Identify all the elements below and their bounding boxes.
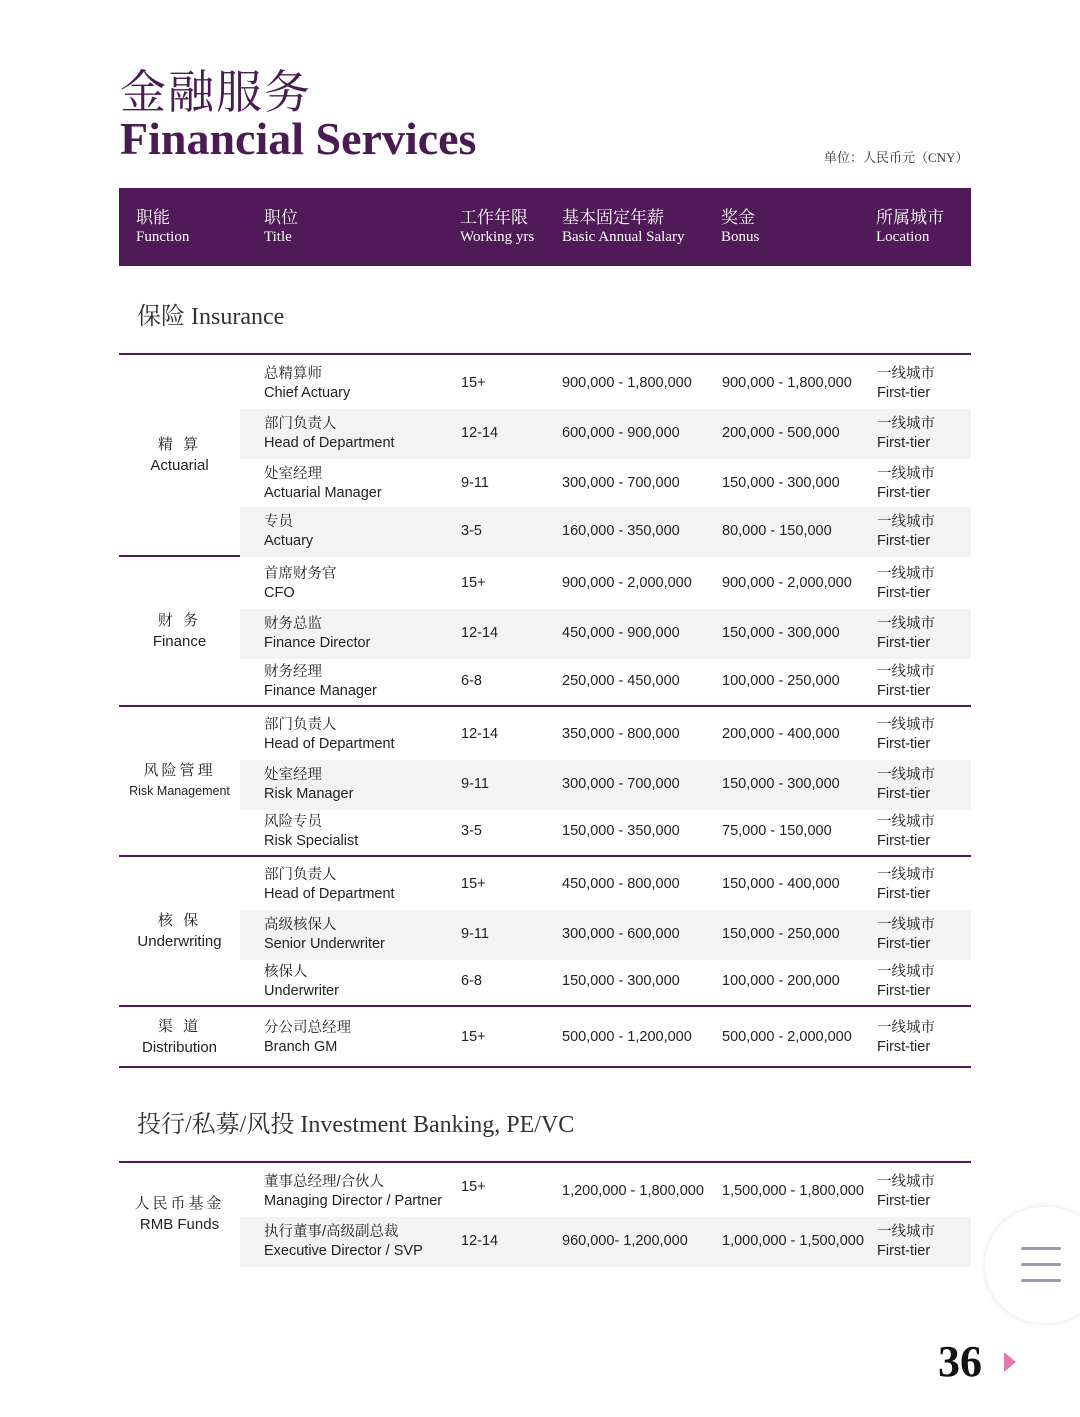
salary-cell: 250,000 - 450,000 — [562, 673, 680, 689]
group-finance — [119, 557, 971, 707]
salary-cell: 150,000 - 350,000 — [562, 823, 680, 839]
title-cell: 高级核保人 Senior Underwriter — [264, 917, 385, 952]
bonus-cell: 100,000 - 250,000 — [722, 673, 840, 689]
page-title-cn: 金融服务 — [120, 65, 312, 119]
table-row — [240, 1217, 971, 1267]
table-row — [240, 1167, 971, 1217]
table-row — [240, 860, 971, 910]
yrs-cell: 9-11 — [461, 926, 489, 942]
title-cell: 财务总监 Finance Director — [264, 616, 371, 651]
location-cell: 一线城市 First-tier — [877, 964, 935, 999]
yrs-cell: 6-8 — [461, 973, 482, 989]
yrs-cell: 15+ — [461, 1179, 486, 1195]
location-cell: 一线城市 First-tier — [877, 814, 935, 849]
table-row — [240, 507, 971, 557]
table-row — [240, 409, 971, 459]
location-cell: 一线城市 First-tier — [877, 767, 935, 802]
bonus-cell: 900,000 - 2,000,000 — [722, 575, 852, 591]
title-cell: 部门负责人 Head of Department — [264, 416, 395, 451]
table-row — [240, 1013, 971, 1063]
bonus-cell: 150,000 - 300,000 — [722, 475, 840, 491]
yrs-cell: 15+ — [461, 876, 486, 892]
ib-table — [119, 1161, 971, 1265]
bonus-cell: 500,000 - 2,000,000 — [722, 1029, 852, 1045]
bonus-cell: 150,000 - 300,000 — [722, 776, 840, 792]
table-row — [240, 559, 971, 609]
yrs-cell: 12-14 — [461, 425, 499, 441]
salary-cell: 960,000- 1,200,000 — [562, 1233, 688, 1249]
bonus-cell: 1,000,000 - 1,500,000 — [722, 1233, 864, 1249]
title-cell: 处室经理 Risk Manager — [264, 767, 354, 802]
function-label: 精 算 Actuarial — [150, 436, 209, 474]
header-title: 职位 Title — [264, 208, 298, 245]
salary-cell: 600,000 - 900,000 — [562, 425, 680, 441]
function-label: 风险管理 Risk Management — [129, 762, 230, 798]
menu-button[interactable] — [985, 1207, 1080, 1323]
bonus-cell: 900,000 - 1,800,000 — [722, 375, 852, 391]
table-row — [240, 657, 971, 707]
table-row — [240, 459, 971, 509]
group-rmb-funds — [119, 1161, 971, 1265]
currency-unit: 单位：人民币元（CNY） — [824, 150, 969, 165]
header-location: 所属城市 Location — [876, 208, 944, 245]
salary-cell: 300,000 - 700,000 — [562, 776, 680, 792]
table-row — [240, 609, 971, 659]
table-row — [240, 807, 971, 857]
location-cell: 一线城市 First-tier — [877, 1224, 935, 1259]
function-label: 财 务 Finance — [152, 612, 207, 650]
header-function: 职能 Function — [136, 208, 190, 245]
bonus-cell: 150,000 - 300,000 — [722, 625, 840, 641]
bonus-cell: 1,500,000 - 1,800,000 — [722, 1183, 864, 1199]
header-salary: 基本固定年薪 Basic Annual Salary — [562, 208, 685, 245]
salary-cell: 300,000 - 600,000 — [562, 926, 680, 942]
location-cell: 一线城市 First-tier — [877, 616, 935, 651]
bonus-cell: 75,000 - 150,000 — [722, 823, 832, 839]
title-cell: 首席财务官 CFO — [264, 566, 337, 601]
bonus-cell: 100,000 - 200,000 — [722, 973, 840, 989]
bonus-cell: 150,000 - 250,000 — [722, 926, 840, 942]
location-cell: 一线城市 First-tier — [877, 1174, 935, 1209]
bonus-cell: 200,000 - 400,000 — [722, 726, 840, 742]
bonus-cell: 80,000 - 150,000 — [722, 523, 832, 539]
bonus-cell: 150,000 - 400,000 — [722, 876, 840, 892]
yrs-cell: 9-11 — [461, 475, 489, 491]
bonus-cell: 200,000 - 500,000 — [722, 425, 840, 441]
location-cell: 一线城市 First-tier — [877, 416, 935, 451]
group-risk-management — [119, 707, 971, 857]
title-cell: 总精算师 Chief Actuary — [264, 366, 351, 401]
title-cell: 部门负责人 Head of Department — [264, 717, 395, 752]
yrs-cell: 12-14 — [461, 1233, 499, 1249]
yrs-cell: 12-14 — [461, 625, 499, 641]
location-cell: 一线城市 First-tier — [877, 917, 935, 952]
title-cell: 风险专员 Risk Specialist — [264, 814, 359, 849]
salary-cell: 900,000 - 2,000,000 — [562, 575, 692, 591]
salary-cell: 900,000 - 1,800,000 — [562, 375, 692, 391]
section-title-ib: 投行/私募/风投 Investment Banking, PE/VC — [137, 1112, 575, 1138]
yrs-cell: 15+ — [461, 375, 486, 391]
header-working-yrs: 工作年限 Working yrs — [460, 208, 535, 245]
yrs-cell: 12-14 — [461, 726, 499, 742]
title-cell: 专员 Actuary — [264, 514, 314, 549]
function-label: 核 保 Underwriting — [137, 912, 222, 950]
title-cell: 核保人 Underwriter — [264, 964, 339, 999]
function-label: 渠 道 Distribution — [141, 1017, 218, 1056]
location-cell: 一线城市 First-tier — [877, 466, 935, 501]
title-cell: 财务经理 Finance Manager — [264, 664, 377, 699]
table-header — [119, 188, 971, 266]
location-cell: 一线城市 First-tier — [877, 566, 935, 601]
salary-cell: 160,000 - 350,000 — [562, 523, 680, 539]
group-underwriting — [119, 857, 971, 1007]
yrs-cell: 6-8 — [461, 673, 482, 689]
title-cell: 董事总经理/合伙人 Managing Director / Partner — [264, 1174, 443, 1209]
table-row — [240, 710, 971, 760]
group-distribution — [119, 1007, 971, 1068]
page-title-en: Financial Services — [120, 113, 477, 164]
location-cell: 一线城市 First-tier — [877, 366, 935, 401]
title-cell: 分公司总经理 Branch GM — [264, 1020, 351, 1055]
salary-cell: 1,200,000 - 1,800,000 — [562, 1183, 704, 1199]
location-cell: 一线城市 First-tier — [877, 1020, 935, 1055]
location-cell: 一线城市 First-tier — [877, 867, 935, 902]
table-row — [240, 910, 971, 960]
yrs-cell: 15+ — [461, 1029, 486, 1045]
salary-cell: 450,000 - 900,000 — [562, 625, 680, 641]
salary-cell: 300,000 - 700,000 — [562, 475, 680, 491]
title-cell: 部门负责人 Head of Department — [264, 867, 395, 902]
location-cell: 一线城市 First-tier — [877, 717, 935, 752]
table-row — [240, 760, 971, 810]
function-label: 人民币基金 RMB Funds — [134, 1195, 225, 1233]
salary-cell: 450,000 - 800,000 — [562, 876, 680, 892]
yrs-cell: 9-11 — [461, 776, 489, 792]
table-row — [240, 957, 971, 1007]
yrs-cell: 3-5 — [461, 523, 482, 539]
title-cell: 执行董事/高级副总裁 Executive Director / SVP — [264, 1224, 423, 1259]
section-title-insurance: 保险 Insurance — [137, 304, 285, 330]
group-actuarial — [119, 353, 971, 557]
salary-cell: 150,000 - 300,000 — [562, 973, 680, 989]
table-row — [240, 359, 971, 409]
header-bonus: 奖金 Bonus — [721, 208, 760, 245]
next-page-arrow-icon[interactable] — [1004, 1352, 1016, 1372]
page-number: 36 — [938, 1337, 982, 1386]
insurance-table — [119, 353, 971, 1069]
yrs-cell: 15+ — [461, 575, 486, 591]
location-cell: 一线城市 First-tier — [877, 664, 935, 699]
salary-cell: 500,000 - 1,200,000 — [562, 1029, 692, 1045]
salary-cell: 350,000 - 800,000 — [562, 726, 680, 742]
location-cell: 一线城市 First-tier — [877, 514, 935, 549]
title-cell: 处室经理 Actuarial Manager — [264, 466, 382, 501]
yrs-cell: 3-5 — [461, 823, 482, 839]
